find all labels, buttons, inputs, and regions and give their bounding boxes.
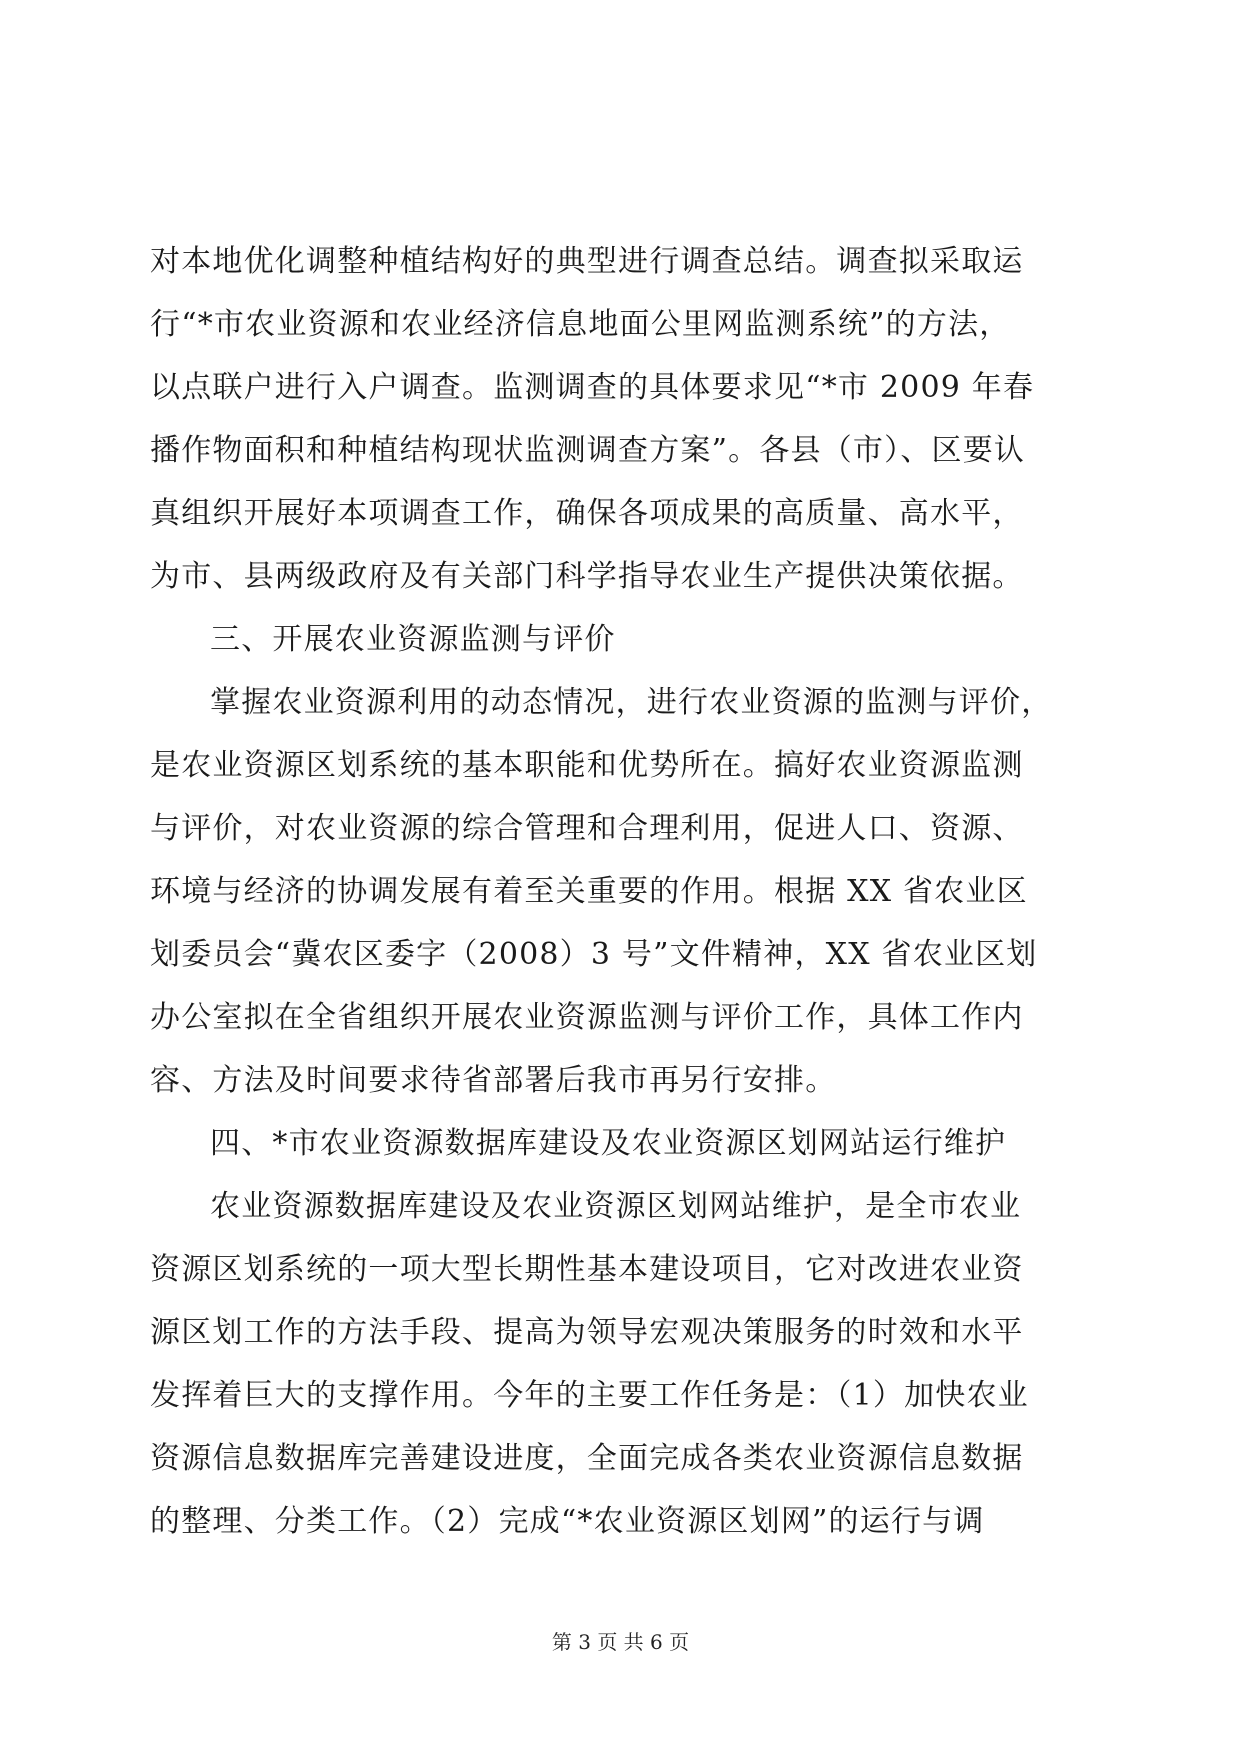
section-heading-3: 三、开展农业资源监测与评价 (210, 622, 616, 657)
text-line: 资源信息数据库完善建设进度，全面完成各类农业资源信息数据 (150, 1441, 1024, 1476)
text-line: 为市、县两级政府及有关部门科学指导农业生产提供决策依据。 (150, 559, 1024, 594)
text-line: 的整理、分类工作。（2）完成“*农业资源区划网”的运行与调 (150, 1504, 985, 1539)
text-line: 发挥着巨大的支撑作用。今年的主要工作任务是：（1）加快农业 (150, 1378, 1029, 1413)
section-heading-4: 四、*市农业资源数据库建设及农业资源区划网站运行维护 (210, 1126, 1007, 1161)
body-text (150, 230, 1090, 1553)
text-line: 容、方法及时间要求待省部署后我市再另行安排。 (150, 1063, 837, 1098)
page-number: 第 3 页 共 6 页 (551, 1630, 690, 1654)
text-line: 播作物面积和种植结构现状监测调查方案”。各县（市）、区要认 (150, 433, 1026, 468)
text-line: 环境与经济的协调发展有着至关重要的作用。根据 XX 省农业区 (150, 874, 1028, 909)
text-line: 农业资源数据库建设及农业资源区划网站维护，是全市农业 (210, 1189, 1022, 1224)
text-line: 是农业资源区划系统的基本职能和优势所在。搞好农业资源监测 (150, 748, 1024, 783)
text-line: 掌握农业资源利用的动态情况，进行农业资源的监测与评价， (210, 685, 1053, 720)
text-line: 以点联户进行入户调查。监测调查的具体要求见“*市 2009 年春 (150, 370, 1035, 405)
text-line: 与评价，对农业资源的综合管理和合理利用，促进人口、资源、 (150, 811, 1024, 846)
text-line: 划委员会“冀农区委字（2008）3 号”文件精神，XX 省农业区划 (150, 937, 1038, 972)
text-line: 对本地优化调整种植结构好的典型进行调查总结。调查拟采取运 (150, 244, 1024, 279)
text-line: 源区划工作的方法手段、提高为领导宏观决策服务的时效和水平 (150, 1315, 1024, 1350)
text-line: 办公室拟在全省组织开展农业资源监测与评价工作，具体工作内 (150, 1000, 1024, 1035)
text-line: 真组织开展好本项调查工作，确保各项成果的高质量、高水平， (150, 496, 1024, 531)
text-line: 资源区划系统的一项大型长期性基本建设项目，它对改进农业资 (150, 1252, 1024, 1287)
text-line: 行“*市农业资源和农业经济信息地面公里网监测系统”的方法， (150, 307, 1011, 342)
